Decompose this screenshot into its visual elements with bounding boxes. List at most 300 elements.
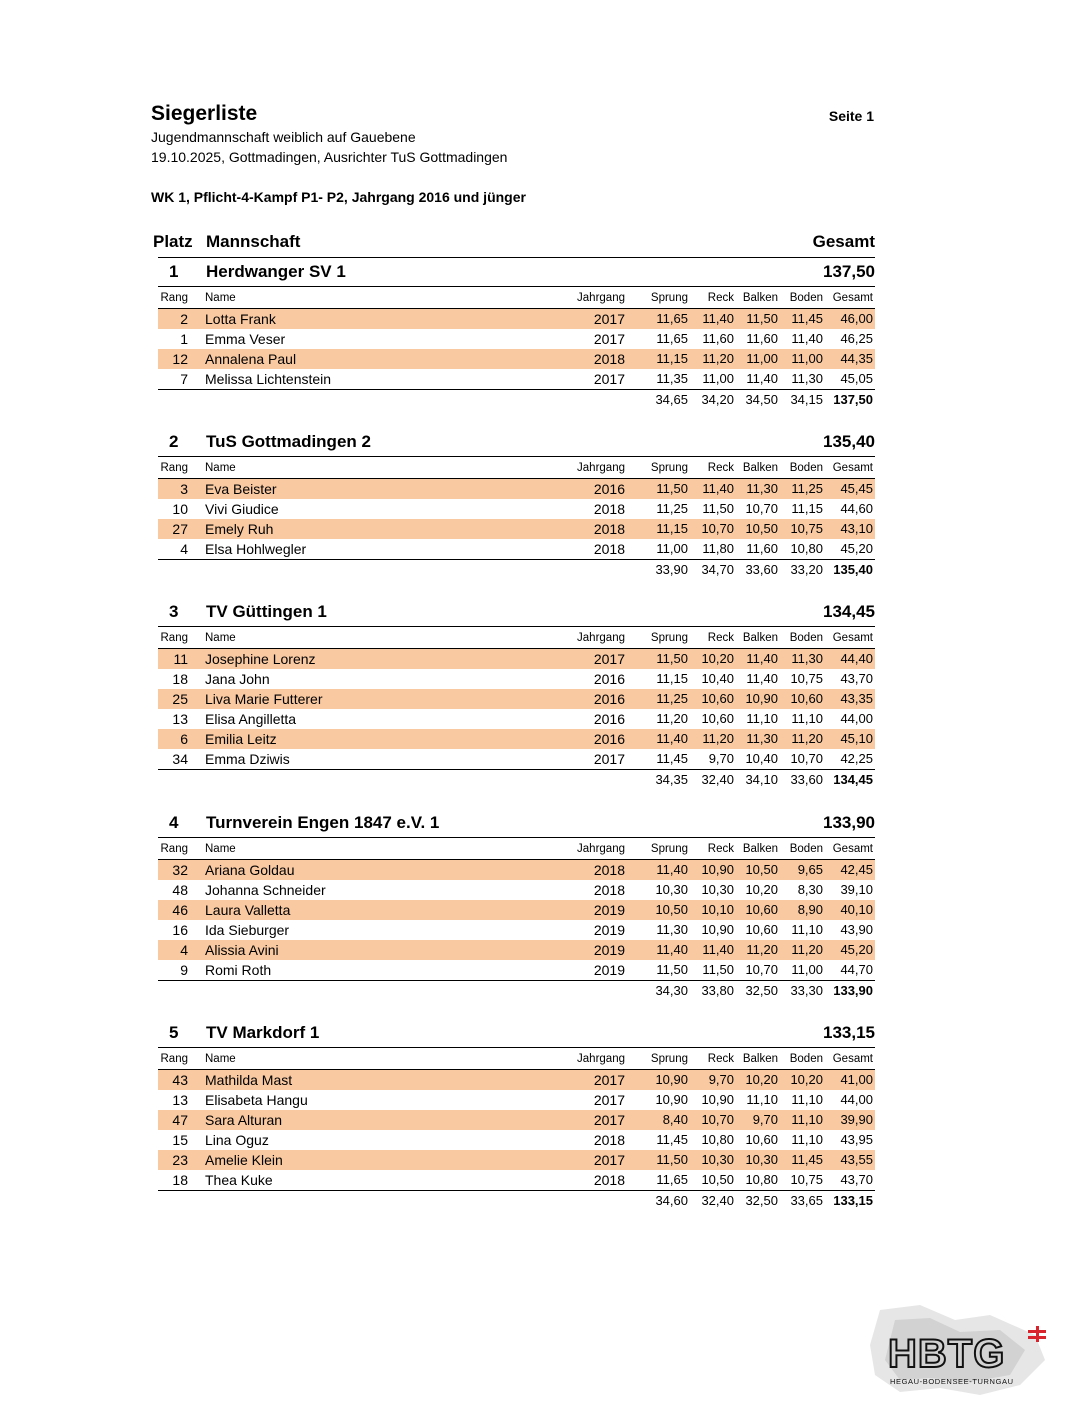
col-reck: Reck [707,632,734,644]
team-table [151,839,875,1001]
table-row [158,1070,875,1090]
table-row [158,519,875,539]
athlete-name: Liva Marie Futterer [205,691,323,707]
athlete-gesamt: 45,45 [840,481,873,496]
table-row [158,309,875,329]
athlete-boden: 11,00 [791,962,823,977]
athlete-gesamt: 42,45 [840,862,873,877]
athlete-jahrgang: 2016 [593,671,625,687]
header-divider [158,257,875,258]
athlete-gesamt: 41,00 [840,1072,873,1087]
sum-reck: 34,20 [701,392,734,407]
col-rang: Rang [160,292,188,304]
sum-gesamt: 137,50 [833,392,873,407]
sum-sprung: 34,35 [655,772,688,787]
athlete-boden: 11,15 [791,501,823,516]
athlete-reck: 10,80 [701,1132,734,1147]
athlete-rang: 7 [180,371,188,387]
athlete-name: Ida Sieburger [205,922,290,938]
table-row [158,1130,875,1150]
athlete-sprung: 10,30 [655,882,688,897]
athlete-gesamt: 45,10 [840,731,873,746]
athlete-boden: 11,00 [791,351,823,366]
col-name: Name [205,462,236,474]
col-rang: Rang [160,632,188,644]
athlete-balken: 11,60 [746,331,778,346]
athlete-jahrgang: 2016 [593,731,625,747]
athlete-jahrgang: 2019 [593,922,625,938]
col-jahrgang: Jahrgang [577,843,625,855]
athlete-rang: 13 [172,1092,188,1108]
team-sum-row [158,389,875,410]
athlete-reck: 11,40 [702,942,734,957]
athlete-sprung: 10,90 [655,1092,688,1107]
col-balken: Balken [742,843,778,855]
team-sum-row [158,980,875,1001]
col-sprung: Sprung [650,843,688,855]
athlete-balken: 11,60 [746,541,778,556]
table-header-row [158,458,875,479]
athlete-jahrgang: 2017 [593,371,625,387]
athlete-name: Mathilda Mast [205,1072,293,1088]
sum-gesamt: 133,90 [833,983,873,998]
col-reck: Reck [707,1053,734,1065]
athlete-gesamt: 46,00 [840,311,873,326]
athlete-rang: 11 [173,651,188,667]
athlete-sprung: 10,90 [655,1072,688,1087]
athlete-rang: 43 [172,1072,188,1088]
athlete-rang: 10 [172,501,188,517]
athlete-name: Lotta Frank [205,311,276,327]
sum-reck: 34,70 [701,562,734,577]
athlete-jahrgang: 2018 [593,501,625,517]
team-place: 1 [169,262,179,281]
sum-balken: 34,50 [745,392,778,407]
team-total: 137,50 [823,262,875,281]
athlete-reck: 10,40 [701,671,734,686]
athlete-sprung: 11,15 [656,671,688,686]
table-row [158,539,875,559]
athlete-sprung: 11,40 [656,942,688,957]
athlete-sprung: 11,65 [656,331,688,346]
athlete-boden: 11,40 [791,331,823,346]
athlete-balken: 11,00 [746,351,778,366]
athlete-boden: 10,60 [790,691,823,706]
athlete-jahrgang: 2018 [593,1172,625,1188]
athlete-gesamt: 43,70 [840,1172,873,1187]
athlete-name: Ariana Goldau [205,862,295,878]
athlete-sprung: 11,35 [656,371,688,386]
athlete-rang: 27 [172,521,188,537]
athlete-balken: 10,20 [745,882,778,897]
team-total: 135,40 [823,432,875,451]
athlete-rang: 2 [180,311,188,327]
athlete-boden: 11,10 [791,1092,823,1107]
athlete-jahrgang: 2019 [593,962,625,978]
team-block [151,1021,875,1211]
table-row [158,920,875,940]
athlete-sprung: 11,50 [656,651,688,666]
team-name: TV Güttingen 1 [206,602,327,621]
athlete-rang: 47 [172,1112,188,1128]
team-name: Turnverein Engen 1847 e.V. 1 [206,813,440,832]
athlete-sprung: 11,40 [656,862,688,877]
athlete-boden: 11,10 [791,1132,823,1147]
col-gesamt: Gesamt [832,843,873,855]
athlete-boden: 10,75 [790,521,823,536]
sum-boden: 33,65 [790,1193,823,1208]
athlete-gesamt: 45,20 [840,541,873,556]
table-row [158,649,875,669]
athlete-boden: 11,30 [791,651,823,666]
athlete-rang: 15 [172,1132,188,1148]
athlete-rang: 9 [180,962,188,978]
athlete-jahrgang: 2017 [593,1092,625,1108]
team-block [151,600,875,790]
athlete-gesamt: 39,10 [840,882,873,897]
col-name: Name [205,843,236,855]
athlete-gesamt: 43,10 [840,521,873,536]
col-rang: Rang [160,462,188,474]
sum-balken: 33,60 [745,562,778,577]
athlete-sprung: 10,50 [655,902,688,917]
col-rang: Rang [160,843,188,855]
sum-gesamt: 135,40 [833,562,873,577]
athlete-sprung: 11,50 [656,1152,688,1167]
athlete-rang: 16 [172,922,188,938]
athlete-gesamt: 43,70 [840,671,873,686]
athlete-jahrgang: 2016 [593,691,625,707]
athlete-boden: 11,25 [791,481,823,496]
sum-balken: 34,10 [745,772,778,787]
table-row [158,689,875,709]
column-platz: Platz [153,232,193,251]
table-header-row [158,288,875,309]
athlete-boden: 11,45 [791,1152,823,1167]
col-boden: Boden [789,1053,823,1065]
athlete-boden: 9,65 [797,862,823,877]
col-sprung: Sprung [650,632,688,644]
team-total: 133,90 [823,813,875,832]
sum-gesamt: 134,45 [833,772,873,787]
athlete-balken: 10,50 [745,521,778,536]
sum-boden: 34,15 [790,392,823,407]
sum-gesamt: 133,15 [833,1193,873,1208]
col-balken: Balken [742,1053,778,1065]
athlete-rang: 6 [180,731,188,747]
athlete-boden: 10,70 [790,751,823,766]
team-table [151,458,875,580]
athlete-sprung: 11,40 [656,731,688,746]
athlete-boden: 8,90 [797,902,823,917]
col-name: Name [205,632,236,644]
athlete-rang: 46 [172,902,188,918]
hbtg-logo [860,1300,1060,1400]
page-number: Seite 1 [828,108,874,124]
col-jahrgang: Jahrgang [577,632,625,644]
team-name: TV Markdorf 1 [206,1023,320,1042]
table-row [158,349,875,369]
athlete-rang: 12 [172,351,188,367]
col-gesamt: Gesamt [832,292,873,304]
athlete-boden: 11,20 [791,942,823,957]
athlete-jahrgang: 2018 [593,351,625,367]
athlete-gesamt: 43,55 [840,1152,873,1167]
athlete-balken: 10,60 [745,902,778,917]
table-row [158,709,875,729]
athlete-boden: 11,10 [791,1112,823,1127]
athlete-gesamt: 43,90 [840,922,873,937]
athlete-balken: 11,30 [746,481,778,496]
athlete-balken: 10,60 [745,1132,778,1147]
table-header-row [158,839,875,860]
athlete-reck: 11,60 [702,331,734,346]
athlete-balken: 10,50 [745,862,778,877]
athlete-jahrgang: 2017 [593,331,625,347]
team-table [151,288,875,410]
athlete-reck: 11,50 [702,501,734,516]
sum-reck: 32,40 [701,772,734,787]
athlete-rang: 48 [172,882,188,898]
col-jahrgang: Jahrgang [577,1053,625,1065]
team-header [151,811,875,839]
table-row [158,880,875,900]
athlete-reck: 10,90 [701,922,734,937]
athlete-gesamt: 43,95 [840,1132,873,1147]
athlete-jahrgang: 2018 [593,521,625,537]
team-block [151,260,875,410]
team-table [151,1049,875,1211]
athlete-name: Emilia Leitz [205,731,277,747]
athlete-gesamt: 40,10 [840,902,873,917]
athlete-rang: 25 [172,691,188,707]
team-table [151,628,875,790]
col-sprung: Sprung [650,292,688,304]
table-row [158,729,875,749]
team-divider [158,286,875,287]
athlete-reck: 10,90 [701,862,734,877]
athlete-balken: 10,60 [745,922,778,937]
athlete-name: Emma Dziwis [205,751,290,767]
athlete-balken: 11,40 [746,651,778,666]
athlete-boden: 11,45 [791,311,823,326]
team-divider [158,626,875,627]
athlete-boden: 8,30 [797,882,823,897]
athlete-name: Alissia Avini [205,942,279,958]
athlete-jahrgang: 2017 [593,311,625,327]
athlete-sprung: 11,00 [656,541,688,556]
team-header [151,1021,875,1049]
athlete-reck: 11,20 [702,731,734,746]
athlete-reck: 10,60 [701,711,734,726]
athlete-boden: 10,80 [790,541,823,556]
table-header-row [158,628,875,649]
team-total: 133,15 [823,1023,875,1042]
team-header [151,260,875,288]
athlete-rang: 23 [172,1152,188,1168]
athlete-boden: 10,20 [790,1072,823,1087]
team-divider [158,1047,875,1048]
team-place: 5 [169,1023,179,1042]
col-boden: Boden [789,292,823,304]
athlete-balken: 11,10 [746,1092,778,1107]
athlete-sprung: 11,25 [656,691,688,706]
athlete-rang: 32 [172,862,188,878]
athlete-reck: 9,70 [708,751,734,766]
athlete-name: Sara Alturan [205,1112,283,1128]
athlete-name: Elisa Angilletta [205,711,297,727]
athlete-jahrgang: 2017 [593,1072,625,1088]
athlete-reck: 10,70 [701,521,734,536]
athlete-reck: 10,10 [701,902,734,917]
athlete-jahrgang: 2017 [593,1152,625,1168]
athlete-gesamt: 45,05 [840,371,873,386]
athlete-name: Vivi Giudice [205,501,279,517]
team-name: TuS Gottmadingen 2 [206,432,371,451]
logo-lettering: HBTG [888,1332,1006,1376]
athlete-sprung: 11,15 [656,521,688,536]
athlete-balken: 11,40 [746,671,778,686]
athlete-reck: 11,40 [702,311,734,326]
table-row [158,1110,875,1130]
col-jahrgang: Jahrgang [577,292,625,304]
athlete-reck: 10,30 [701,1152,734,1167]
athlete-name: Elsa Hohlwegler [205,541,307,557]
table-row [158,329,875,349]
col-reck: Reck [707,843,734,855]
page-title: Siegerliste [151,102,258,125]
athlete-gesamt: 44,35 [840,351,873,366]
athlete-reck: 11,80 [702,541,734,556]
athlete-name: Jana John [205,671,270,687]
team-name: Herdwanger SV 1 [206,262,346,281]
col-balken: Balken [742,292,778,304]
athlete-name: Emely Ruh [205,521,274,537]
athlete-reck: 10,70 [701,1112,734,1127]
athlete-boden: 10,75 [790,1172,823,1187]
team-place: 4 [169,813,179,832]
athlete-sprung: 11,25 [656,501,688,516]
athlete-jahrgang: 2018 [593,862,625,878]
subtitle-category: Jugendmannschaft weiblich auf Gauebene [151,129,416,145]
athlete-sprung: 11,50 [656,962,688,977]
athlete-gesamt: 44,40 [840,651,873,666]
logo-tagline: HEGAU-BODENSEE-TURNGAU [890,1377,1014,1386]
col-gesamt: Gesamt [832,632,873,644]
col-boden: Boden [789,843,823,855]
athlete-balken: 10,80 [745,1172,778,1187]
team-block [151,430,875,580]
table-row [158,499,875,519]
athlete-sprung: 11,30 [656,922,688,937]
athlete-balken: 11,10 [746,711,778,726]
athlete-name: Eva Beister [205,481,277,497]
athlete-reck: 10,50 [701,1172,734,1187]
col-boden: Boden [789,462,823,474]
athlete-gesamt: 45,20 [840,942,873,957]
athlete-boden: 11,30 [791,371,823,386]
col-reck: Reck [707,462,734,474]
athlete-gesamt: 44,00 [840,1092,873,1107]
athlete-boden: 11,20 [791,731,823,746]
athlete-jahrgang: 2016 [593,481,625,497]
col-gesamt: Gesamt [832,1053,873,1065]
col-balken: Balken [742,462,778,474]
athlete-jahrgang: 2019 [593,902,625,918]
competition-title: WK 1, Pflicht-4-Kampf P1- P2, Jahrgang 2016 und jünger [151,189,526,205]
athlete-jahrgang: 2017 [593,1112,625,1128]
athlete-balken: 9,70 [752,1112,778,1127]
table-row [158,1090,875,1110]
athlete-name: Johanna Schneider [205,882,326,898]
athlete-sprung: 11,45 [656,1132,688,1147]
athlete-rang: 18 [172,1172,188,1188]
col-gesamt: Gesamt [832,462,873,474]
athlete-rang: 4 [180,541,188,557]
team-divider [158,837,875,838]
table-row [158,940,875,960]
table-row [158,479,875,499]
sum-balken: 32,50 [745,1193,778,1208]
athlete-jahrgang: 2018 [593,541,625,557]
athlete-balken: 10,70 [745,962,778,977]
athlete-balken: 11,20 [746,942,778,957]
column-gesamt: Gesamt [812,232,875,251]
athlete-gesamt: 44,00 [840,711,873,726]
athlete-boden: 11,10 [791,711,823,726]
athlete-sprung: 11,50 [656,481,688,496]
team-header [151,430,875,458]
team-sum-row [158,1190,875,1211]
athlete-name: Romi Roth [205,962,272,978]
table-row [158,369,875,389]
column-header [151,232,875,256]
athlete-gesamt: 44,70 [840,962,873,977]
athlete-gesamt: 39,90 [840,1112,873,1127]
athlete-gesamt: 44,60 [840,501,873,516]
sum-sprung: 34,30 [655,983,688,998]
sum-sprung: 34,60 [655,1193,688,1208]
athlete-rang: 4 [180,942,188,958]
athlete-name: Emma Veser [205,331,286,347]
table-header-row [158,1049,875,1070]
athlete-reck: 10,90 [701,1092,734,1107]
athlete-reck: 10,30 [701,882,734,897]
col-boden: Boden [789,632,823,644]
athlete-gesamt: 43,35 [840,691,873,706]
col-reck: Reck [707,292,734,304]
sum-boden: 33,30 [790,983,823,998]
athlete-sprung: 11,65 [656,1172,688,1187]
athlete-sprung: 11,65 [656,311,688,326]
team-place: 3 [169,602,179,621]
athlete-reck: 11,50 [702,962,734,977]
col-rang: Rang [160,1053,188,1065]
athlete-balken: 11,30 [746,731,778,746]
athlete-reck: 9,70 [708,1072,734,1087]
athlete-rang: 34 [172,751,188,767]
table-row [158,1150,875,1170]
athlete-rang: 1 [180,331,188,347]
athlete-reck: 11,40 [702,481,734,496]
athlete-rang: 18 [172,671,188,687]
athlete-name: Elisabeta Hangu [205,1092,308,1108]
athlete-sprung: 11,45 [656,751,688,766]
team-sum-row [158,559,875,580]
team-place: 2 [169,432,179,451]
col-name: Name [205,1053,236,1065]
athlete-reck: 10,60 [701,691,734,706]
